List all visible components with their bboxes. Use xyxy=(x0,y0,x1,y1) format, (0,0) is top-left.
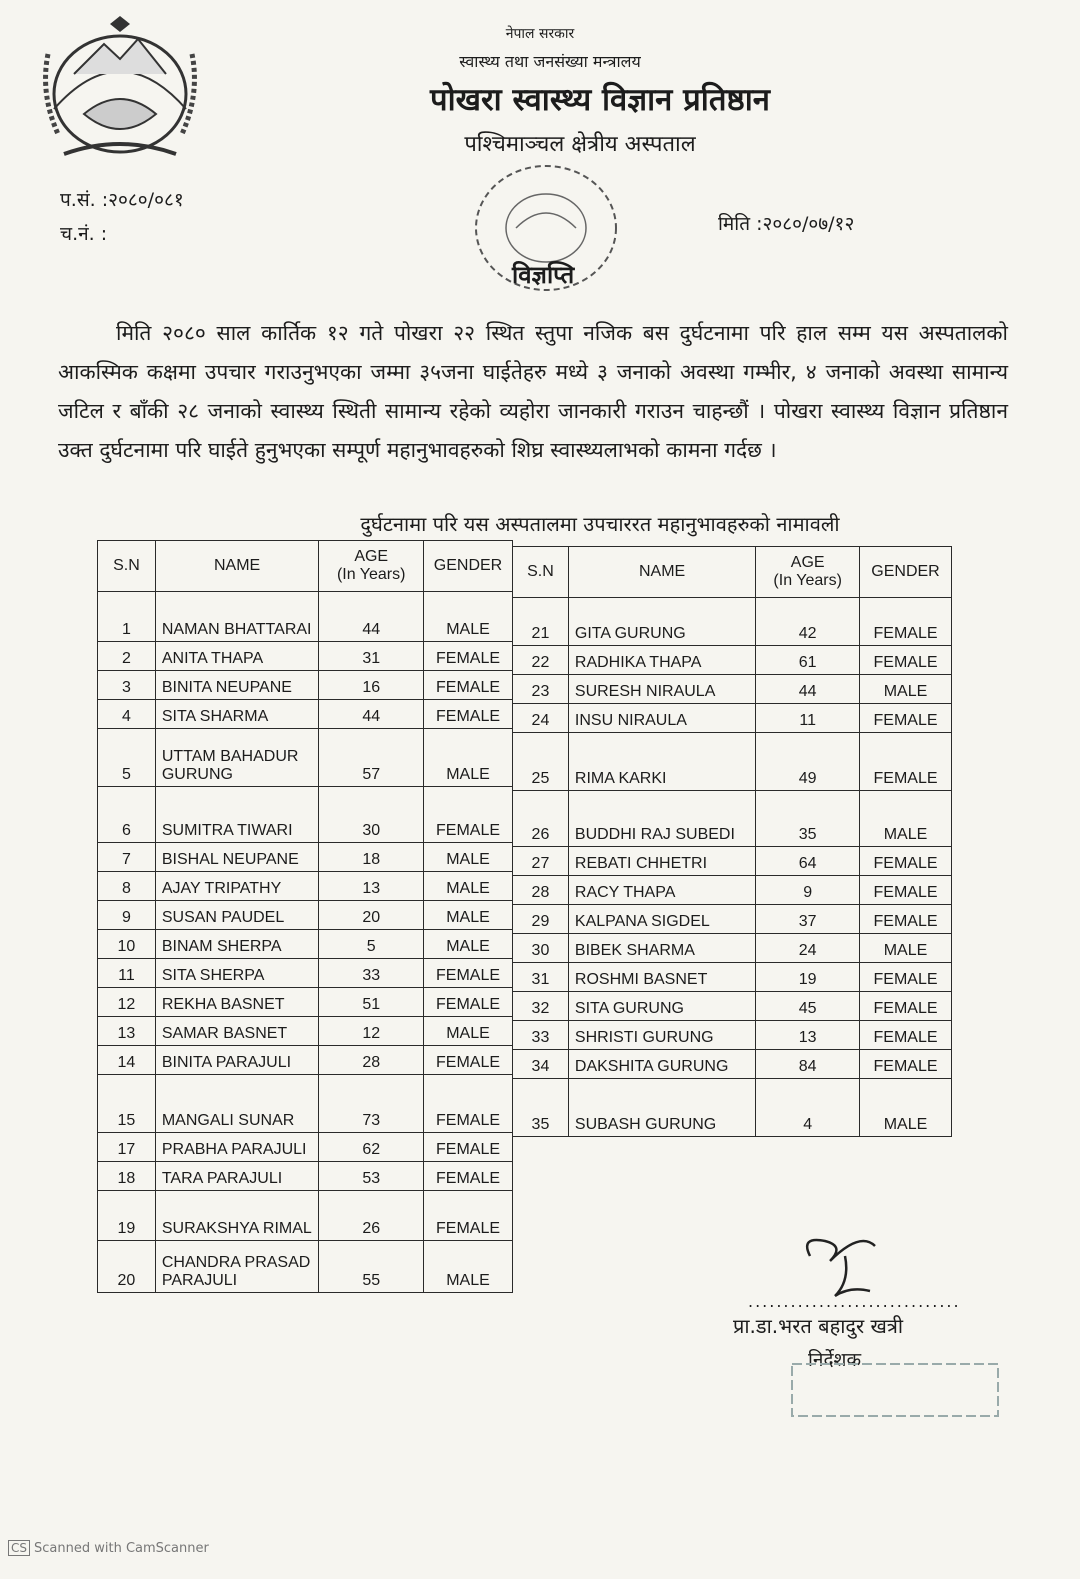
cell-gender: MALE xyxy=(424,872,513,901)
patient-table-left xyxy=(97,540,513,1293)
cell-sn: 29 xyxy=(513,905,569,934)
cell-gender: FEMALE xyxy=(424,671,513,700)
cell-name: SITA GURUNG xyxy=(568,992,755,1021)
table-row xyxy=(513,646,952,675)
table-row xyxy=(513,934,952,963)
table-row xyxy=(98,1075,513,1133)
cell-sn: 21 xyxy=(513,598,569,646)
cell-name: AJAY TRIPATHY xyxy=(155,872,319,901)
header-gender: GENDER xyxy=(860,547,952,598)
cell-age: 31 xyxy=(319,642,424,671)
cell-gender: FEMALE xyxy=(860,876,952,905)
cell-gender: MALE xyxy=(424,1017,513,1046)
table-row xyxy=(513,791,952,847)
cell-age: 30 xyxy=(319,787,424,843)
scanner-footer xyxy=(8,1540,209,1556)
cell-sn: 33 xyxy=(513,1021,569,1050)
patient-table-right xyxy=(512,546,952,1137)
cell-name: RACY THAPA xyxy=(568,876,755,905)
table-row xyxy=(98,1017,513,1046)
table-row xyxy=(98,843,513,872)
cell-sn: 5 xyxy=(98,729,156,787)
table-row xyxy=(98,930,513,959)
cell-sn: 7 xyxy=(98,843,156,872)
cell-gender: MALE xyxy=(424,1241,513,1293)
table-row xyxy=(513,905,952,934)
cell-sn: 8 xyxy=(98,872,156,901)
table-row xyxy=(513,598,952,646)
cell-sn: 28 xyxy=(513,876,569,905)
cell-age: 13 xyxy=(319,872,424,901)
notice-body: मिति २०८० साल कार्तिक १२ गते पोखरा २२ स्थित स्तुपा नजिक बस दुर्घटनामा परि हाल सम्म यस अस्पतालको आकस्मिक कक्षमा उपचार गराउनुभएका जम्मा ३५जना घाईतेहरु मध्ये ३ जनाको अवस्था गम्भीर, ४ जनाको अवस्था सामान्य जटिल र बाँकी २८ जनाको स्वास्थ्य स्थिती सामान्य रहेको व्यहोरा जानकारी गराउन चाहन्छौं । पोखरा स्वास्थ्य विज्ञान प्रतिष्ठान उक्त दुर्घटनामा परि घाईते हुनुभएका सम्पूर्ण महानुभावहरुको शिघ्र स्वास्थ्यलाभको कामना गर्दछ । xyxy=(58,321,1008,462)
cell-age: 44 xyxy=(756,675,860,704)
cell-sn: 18 xyxy=(98,1162,156,1191)
cell-name: BISHAL NEUPANE xyxy=(155,843,319,872)
cell-name: INSU NIRAULA xyxy=(568,704,755,733)
cell-sn: 27 xyxy=(513,847,569,876)
cell-name: SITA SHERPA xyxy=(155,959,319,988)
cell-sn: 30 xyxy=(513,934,569,963)
cell-sn: 6 xyxy=(98,787,156,843)
cell-sn: 22 xyxy=(513,646,569,675)
table-row xyxy=(513,847,952,876)
table-row xyxy=(98,642,513,671)
table-row xyxy=(98,959,513,988)
cell-sn: 1 xyxy=(98,592,156,642)
table-row xyxy=(513,876,952,905)
cell-sn: 15 xyxy=(98,1075,156,1133)
cell-age: 84 xyxy=(756,1050,860,1079)
cell-gender: MALE xyxy=(860,1079,952,1137)
table-row xyxy=(513,1021,952,1050)
table-row xyxy=(98,901,513,930)
cell-age: 33 xyxy=(319,959,424,988)
cell-sn: 23 xyxy=(513,675,569,704)
cell-sn: 11 xyxy=(98,959,156,988)
table-row xyxy=(98,671,513,700)
cell-gender: FEMALE xyxy=(860,1021,952,1050)
cell-gender: FEMALE xyxy=(860,733,952,791)
cell-sn: 32 xyxy=(513,992,569,1021)
cell-gender: MALE xyxy=(424,901,513,930)
cell-gender: FEMALE xyxy=(860,598,952,646)
cell-age: 28 xyxy=(319,1046,424,1075)
cell-gender: FEMALE xyxy=(424,642,513,671)
cell-gender: MALE xyxy=(860,675,952,704)
header-sn: S.N xyxy=(98,541,156,592)
cell-name: REBATI CHHETRI xyxy=(568,847,755,876)
cell-age: 13 xyxy=(756,1021,860,1050)
header-sn: S.N xyxy=(513,547,569,598)
header-name: NAME xyxy=(155,541,319,592)
cell-name: TARA PARAJULI xyxy=(155,1162,319,1191)
cell-gender: FEMALE xyxy=(860,704,952,733)
camscanner-logo-icon: CS xyxy=(8,1540,30,1556)
table-row xyxy=(98,700,513,729)
signatory-name: प्रा.डा.भरत बहादुर खत्री xyxy=(733,1314,904,1338)
table-row xyxy=(98,988,513,1017)
header-name: NAME xyxy=(568,547,755,598)
cell-name: SHRISTI GURUNG xyxy=(568,1021,755,1050)
table-row xyxy=(98,1162,513,1191)
cell-age: 12 xyxy=(319,1017,424,1046)
table-row xyxy=(513,992,952,1021)
cell-gender: FEMALE xyxy=(860,963,952,992)
cell-gender: FEMALE xyxy=(424,1075,513,1133)
notice-title: विज्ञप्ति xyxy=(512,261,575,289)
cell-age: 26 xyxy=(319,1191,424,1241)
table-row xyxy=(98,1133,513,1162)
cell-gender: MALE xyxy=(424,843,513,872)
cell-name: UTTAM BAHADUR GURUNG xyxy=(155,729,319,787)
cell-name: NAMAN BHATTARAI xyxy=(155,592,319,642)
cell-name: REKHA BASNET xyxy=(155,988,319,1017)
cell-sn: 24 xyxy=(513,704,569,733)
cell-sn: 14 xyxy=(98,1046,156,1075)
header-gender: GENDER xyxy=(424,541,513,592)
cell-gender: MALE xyxy=(860,934,952,963)
cell-gender: FEMALE xyxy=(424,959,513,988)
cell-gender: FEMALE xyxy=(860,905,952,934)
cell-sn: 34 xyxy=(513,1050,569,1079)
header-age: AGE (In Years) xyxy=(756,547,860,598)
cell-sn: 35 xyxy=(513,1079,569,1137)
cell-name: SITA SHARMA xyxy=(155,700,319,729)
cell-name: ROSHMI BASNET xyxy=(568,963,755,992)
cell-age: 24 xyxy=(756,934,860,963)
cell-name: RIMA KARKI xyxy=(568,733,755,791)
cell-age: 35 xyxy=(756,791,860,847)
cell-name: PRABHA PARAJULI xyxy=(155,1133,319,1162)
cell-sn: 19 xyxy=(98,1191,156,1241)
table-row xyxy=(513,704,952,733)
cell-age: 55 xyxy=(319,1241,424,1293)
table-row xyxy=(98,729,513,787)
cell-age: 20 xyxy=(319,901,424,930)
patient-list-title: दुर्घटनामा परि यस अस्पतालमा उपचाररत महानुभावहरुको नामावली xyxy=(360,512,840,536)
cell-name: MANGALI SUNAR xyxy=(155,1075,319,1133)
header-age: AGE (In Years) xyxy=(319,541,424,592)
dispatch-number: च.नं. : xyxy=(60,223,108,245)
institute-name: पोखरा स्वास्थ्य विज्ञान प्रतिष्ठान xyxy=(430,82,770,118)
table-row xyxy=(513,963,952,992)
signatory-title: निर्देशक xyxy=(808,1349,862,1371)
cell-gender: MALE xyxy=(424,729,513,787)
cell-name: BIBEK SHARMA xyxy=(568,934,755,963)
cell-sn: 3 xyxy=(98,671,156,700)
table-row xyxy=(98,1241,513,1293)
cell-gender: FEMALE xyxy=(424,1191,513,1241)
table-header-row xyxy=(513,547,952,598)
cell-gender: MALE xyxy=(424,592,513,642)
cell-age: 45 xyxy=(756,992,860,1021)
cell-age: 64 xyxy=(756,847,860,876)
table-row xyxy=(513,733,952,791)
cell-gender: FEMALE xyxy=(424,1162,513,1191)
cell-gender: FEMALE xyxy=(860,646,952,675)
cell-age: 62 xyxy=(319,1133,424,1162)
cell-name: SUBASH GURUNG xyxy=(568,1079,755,1137)
cell-sn: 20 xyxy=(98,1241,156,1293)
hospital-name: पश्चिमाञ्चल क्षेत्रीय अस्पताल xyxy=(464,132,696,157)
table-row xyxy=(98,1046,513,1075)
cell-name: SAMAR BASNET xyxy=(155,1017,319,1046)
cell-name: DAKSHITA GURUNG xyxy=(568,1050,755,1079)
cell-sn: 13 xyxy=(98,1017,156,1046)
cell-name: KALPANA SIGDEL xyxy=(568,905,755,934)
cell-age: 51 xyxy=(319,988,424,1017)
cell-gender: FEMALE xyxy=(860,1050,952,1079)
cell-age: 53 xyxy=(319,1162,424,1191)
cell-name: SUSAN PAUDEL xyxy=(155,901,319,930)
table-row xyxy=(513,1079,952,1137)
signature-line: .............................. xyxy=(748,1292,961,1311)
office-stamp-icon xyxy=(790,1360,1000,1420)
ministry-line: स्वास्थ्य तथा जनसंख्या मन्त्रालय xyxy=(459,52,641,71)
table-row xyxy=(98,592,513,642)
cell-age: 57 xyxy=(319,729,424,787)
cell-sn: 17 xyxy=(98,1133,156,1162)
cell-age: 4 xyxy=(756,1079,860,1137)
cell-gender: FEMALE xyxy=(860,992,952,1021)
cell-sn: 31 xyxy=(513,963,569,992)
scanner-footer-text: Scanned with CamScanner xyxy=(34,1541,209,1556)
cell-name: SURESH NIRAULA xyxy=(568,675,755,704)
reference-number: प.सं. :२०८०/०८१ xyxy=(60,189,184,211)
cell-gender: FEMALE xyxy=(424,1133,513,1162)
cell-sn: 9 xyxy=(98,901,156,930)
cell-sn: 26 xyxy=(513,791,569,847)
cell-name: SUMITRA TIWARI xyxy=(155,787,319,843)
cell-name: BINITA NEUPANE xyxy=(155,671,319,700)
cell-name: RADHIKA THAPA xyxy=(568,646,755,675)
cell-age: 19 xyxy=(756,963,860,992)
table-row xyxy=(98,872,513,901)
cell-name: BUDDHI RAJ SUBEDI xyxy=(568,791,755,847)
cell-gender: FEMALE xyxy=(424,1046,513,1075)
cell-age: 37 xyxy=(756,905,860,934)
cell-sn: 2 xyxy=(98,642,156,671)
cell-name: GITA GURUNG xyxy=(568,598,755,646)
cell-age: 44 xyxy=(319,700,424,729)
cell-gender: FEMALE xyxy=(424,700,513,729)
cell-age: 16 xyxy=(319,671,424,700)
cell-age: 9 xyxy=(756,876,860,905)
cell-sn: 25 xyxy=(513,733,569,791)
cell-gender: FEMALE xyxy=(424,787,513,843)
cell-name: BINAM SHERPA xyxy=(155,930,319,959)
cell-age: 73 xyxy=(319,1075,424,1133)
cell-age: 42 xyxy=(756,598,860,646)
cell-sn: 12 xyxy=(98,988,156,1017)
cell-age: 49 xyxy=(756,733,860,791)
government-line: नेपाल सरकार xyxy=(505,26,575,42)
cell-name: CHANDRA PRASAD PARAJULI xyxy=(155,1241,319,1293)
table-row xyxy=(98,1191,513,1241)
cell-age: 18 xyxy=(319,843,424,872)
cell-sn: 10 xyxy=(98,930,156,959)
cell-age: 61 xyxy=(756,646,860,675)
cell-sn: 4 xyxy=(98,700,156,729)
cell-gender: MALE xyxy=(860,791,952,847)
cell-gender: FEMALE xyxy=(860,847,952,876)
cell-gender: MALE xyxy=(424,930,513,959)
table-row xyxy=(513,675,952,704)
cell-age: 11 xyxy=(756,704,860,733)
cell-gender: FEMALE xyxy=(424,988,513,1017)
cell-name: ANITA THAPA xyxy=(155,642,319,671)
table-row xyxy=(98,787,513,843)
table-header-row xyxy=(98,541,513,592)
notice-date: मिति :२०८०/०७/१२ xyxy=(718,213,855,235)
cell-name: BINITA PARAJULI xyxy=(155,1046,319,1075)
cell-name: SURAKSHYA RIMAL xyxy=(155,1191,319,1241)
cell-age: 5 xyxy=(319,930,424,959)
cell-age: 44 xyxy=(319,592,424,642)
table-row xyxy=(513,1050,952,1079)
